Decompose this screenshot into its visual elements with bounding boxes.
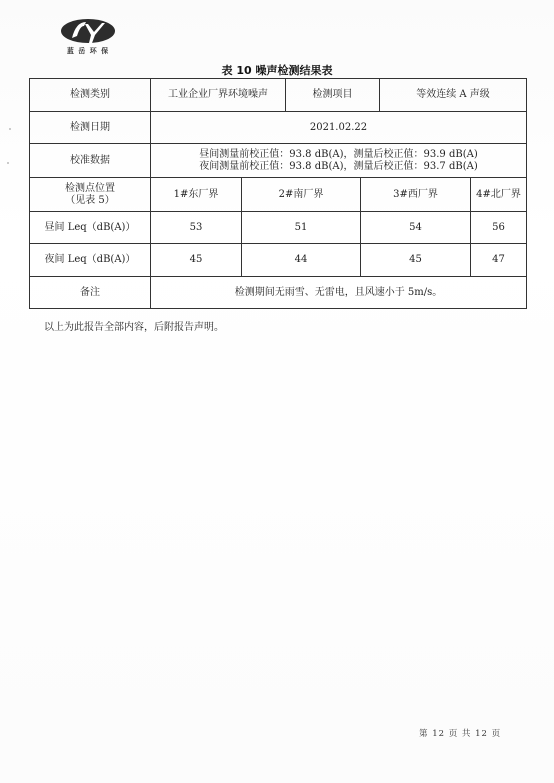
date-label: 检测日期	[30, 112, 151, 144]
remark-label: 备注	[30, 277, 151, 309]
day-value-west: 54	[361, 212, 471, 244]
point-south: 2#南厂界	[242, 178, 361, 212]
scan-speck	[9, 128, 11, 130]
date-value: 2021.02.22	[151, 112, 527, 144]
night-value-south: 44	[242, 244, 361, 277]
calibration-night: 夜间测量前校正值：93.8 dB(A)，测量后校正值：93.7 dB(A)	[199, 160, 478, 172]
remark-value: 检测期间无雨雪、无雷电，且风速小于 5m/s。	[151, 277, 527, 309]
point-west: 3#西厂界	[361, 178, 471, 212]
item-label: 检测项目	[286, 79, 380, 112]
day-value-north: 56	[471, 212, 527, 244]
point-east: 1#东厂界	[151, 178, 242, 212]
table-row-date	[30, 112, 527, 144]
category-label: 检测类别	[30, 79, 151, 112]
calibration-label: 校准数据	[30, 144, 151, 178]
scan-speck	[7, 162, 9, 164]
category-value: 工业企业厂界环境噪声	[151, 79, 286, 112]
table-row-remark	[30, 277, 527, 309]
table-title: 表 10 噪声检测结果表	[221, 64, 333, 77]
points-label: 检测点位置 （见表 5）	[30, 178, 151, 212]
table-row-day	[30, 212, 527, 244]
table-row-calibration	[30, 144, 527, 178]
day-label: 昼间 Leq（dB(A)）	[30, 212, 151, 244]
night-label: 夜间 Leq（dB(A)）	[30, 244, 151, 277]
calibration-day: 昼间测量前校正值：93.8 dB(A)，测量后校正值：93.9 dB(A)	[199, 148, 478, 160]
page-number: 第 12 页 共 12 页	[419, 729, 502, 739]
noise-results-table	[29, 78, 527, 309]
night-value-north: 47	[471, 244, 527, 277]
day-value-east: 53	[151, 212, 242, 244]
point-north: 4#北厂界	[471, 178, 527, 212]
table-row-category	[30, 79, 527, 112]
table-row-points	[30, 178, 527, 212]
logo-text: 蓝 岳 环 保	[66, 47, 110, 55]
calibration-values	[151, 144, 527, 178]
table-row-night	[30, 244, 527, 277]
day-value-south: 51	[242, 212, 361, 244]
item-value: 等效连续 A 声级	[380, 79, 527, 112]
closing-statement: 以上为此报告全部内容，后附报告声明。	[44, 322, 224, 333]
night-value-east: 45	[151, 244, 242, 277]
night-value-west: 45	[361, 244, 471, 277]
